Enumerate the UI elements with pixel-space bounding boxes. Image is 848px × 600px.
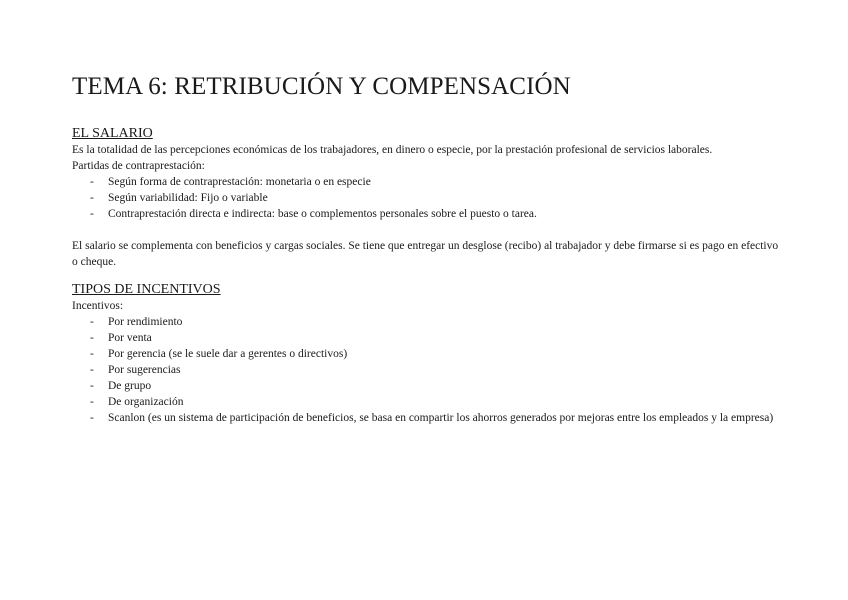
list-item bbox=[72, 190, 782, 206]
list-item-text: De grupo bbox=[108, 380, 152, 392]
bullet-dash: - bbox=[90, 364, 94, 376]
document-page bbox=[72, 72, 782, 426]
list-item bbox=[72, 346, 782, 362]
bullet-dash: - bbox=[90, 412, 94, 424]
section-heading-incentivos: TIPOS DE INCENTIVOS bbox=[72, 282, 221, 297]
list-item-text: Por sugerencias bbox=[108, 364, 181, 376]
list-item bbox=[72, 330, 782, 346]
incentivos-list bbox=[72, 314, 782, 426]
partidas-list bbox=[72, 174, 782, 222]
document-title: TEMA 6: RETRIBUCIÓN Y COMPENSACIÓN bbox=[72, 73, 571, 100]
list-item-text: Por venta bbox=[108, 332, 152, 344]
list-item bbox=[72, 394, 782, 410]
incentivos-label: Incentivos: bbox=[72, 300, 124, 312]
bullet-dash: - bbox=[90, 348, 94, 360]
list-item-text: Según forma de contraprestación: monetaria o en especie bbox=[108, 176, 371, 188]
bullet-dash: - bbox=[90, 380, 94, 392]
bullet-dash: - bbox=[90, 332, 94, 344]
bullet-dash: - bbox=[90, 208, 94, 220]
list-item bbox=[72, 206, 782, 222]
list-item bbox=[72, 410, 782, 426]
list-item-text: Scanlon (es un sistema de participación de beneficios, se basa en compartir los ahorros generados por mejoras entre los empleados y la empresa) bbox=[108, 412, 774, 424]
list-item bbox=[72, 362, 782, 378]
list-item-text: De organización bbox=[108, 396, 184, 408]
section-heading-salario: EL SALARIO bbox=[72, 126, 153, 141]
bullet-dash: - bbox=[90, 176, 94, 188]
list-item-text: Contraprestación directa e indirecta: base o complementos personales sobre el puesto o tarea. bbox=[108, 208, 537, 220]
list-item-text: Según variabilidad: Fijo o variable bbox=[108, 192, 268, 204]
section-salario bbox=[72, 126, 782, 270]
salario-definition: Es la totalidad de las percepciones económicas de los trabajadores, en dinero o especie, por la prestación profesional de servicios laborales. bbox=[72, 144, 713, 156]
partidas-label: Partidas de contraprestación: bbox=[72, 160, 205, 172]
salario-complement: El salario se complementa con beneficios y cargas sociales. Se tiene que entregar un desglose (recibo) al trabajador y debe firmarse si es pago en efectivo o cheque. bbox=[72, 240, 779, 268]
list-item-text: Por rendimiento bbox=[108, 316, 183, 328]
list-item bbox=[72, 314, 782, 330]
list-item-text: Por gerencia (se le suele dar a gerentes o directivos) bbox=[108, 348, 348, 360]
bullet-dash: - bbox=[90, 396, 94, 408]
bullet-dash: - bbox=[90, 192, 94, 204]
list-item bbox=[72, 174, 782, 190]
section-incentivos bbox=[72, 282, 782, 426]
bullet-dash: - bbox=[90, 316, 94, 328]
list-item bbox=[72, 378, 782, 394]
